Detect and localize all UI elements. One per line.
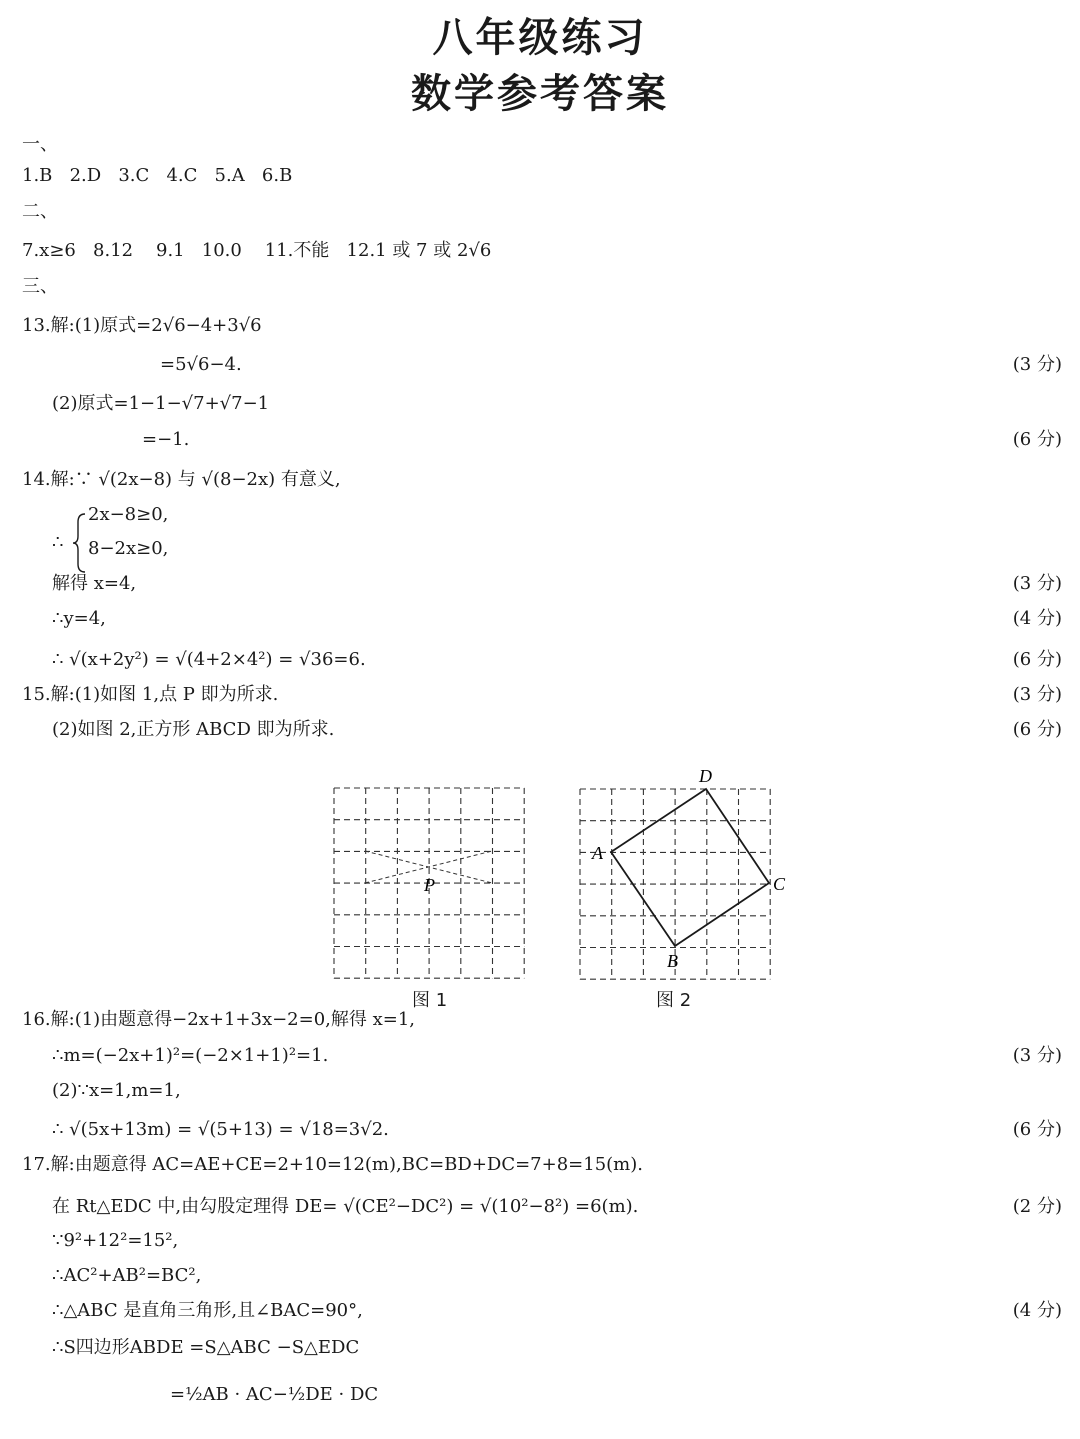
answer-line: ∴AC²+AB²=BC², <box>52 1265 202 1286</box>
answer-line: 14.解:∵ √(2x−8) 与 √(8−2x) 有意义, <box>22 469 341 490</box>
answer-line: 2x−8≥0, <box>88 504 169 525</box>
answer-line: (2)原式=1−1−√7+√7−1 <box>52 393 270 414</box>
label-d: D <box>699 766 712 786</box>
answer-line: 16.解:(1)由题意得−2x+1+3x−2=0,解得 x=1, <box>22 1009 416 1030</box>
answer-line: =5√6−4. <box>160 354 242 375</box>
answer-line: =−1. <box>142 429 190 450</box>
score-label: (4 分) <box>1012 608 1062 629</box>
answer-line: (2)如图 2,正方形 ABCD 即为所求. <box>52 719 335 740</box>
score-label: (3 分) <box>1012 684 1062 705</box>
answer-line: 三、 <box>22 276 58 297</box>
score-label: (3 分) <box>1012 573 1062 594</box>
system-brace <box>72 512 88 574</box>
label-c: C <box>773 874 786 894</box>
score-label: (6 分) <box>1012 649 1062 670</box>
figure-1-grid <box>330 784 530 984</box>
label-a: A <box>592 843 603 863</box>
answer-line: 一、 <box>22 134 58 155</box>
answer-line: ∴ √(x+2y²) = √(4+2×4²) = √36=6. <box>52 649 366 670</box>
answer-line: ∴△ABC 是直角三角形,且∠BAC=90°, <box>52 1300 363 1321</box>
score-label: (3 分) <box>1012 354 1062 375</box>
page-title: 八年级练习 <box>432 15 648 61</box>
answer-line: 1.B 2.D 3.C 4.C 5.A 6.B <box>22 165 293 186</box>
score-label: (4 分) <box>1012 1300 1062 1321</box>
square-abcd <box>611 789 769 946</box>
fig1-point-label: P <box>424 875 435 895</box>
score-label: (6 分) <box>1012 719 1062 740</box>
answer-line: 解得 x=4, <box>52 573 137 594</box>
page-subtitle: 数学参考答案 <box>411 71 669 117</box>
figure-2-grid <box>575 764 795 984</box>
score-label: (6 分) <box>1012 1119 1062 1140</box>
answer-line: 在 Rt△EDC 中,由勾股定理得 DE= √(CE²−DC²) = √(10²−8²) =6(m). <box>52 1196 639 1217</box>
answer-line: 13.解:(1)原式=2√6−4+3√6 <box>22 315 262 336</box>
figure-1-caption: 图 1 <box>412 990 448 1011</box>
answer-line: 8−2x≥0, <box>88 538 169 559</box>
score-label: (3 分) <box>1012 1045 1062 1066</box>
score-label: (6 分) <box>1012 429 1062 450</box>
label-b: B <box>667 951 678 971</box>
answer-line: 二、 <box>22 201 58 222</box>
answer-line: ∴S四边形ABDE =S△ABC −S△EDC <box>52 1337 360 1358</box>
answer-line: 7.x≥6 8.12 9.1 10.0 11.不能 12.1 或 7 或 2√6 <box>22 240 492 261</box>
therefore-symbol: ∴ <box>52 532 64 553</box>
figure-2-caption: 图 2 <box>656 990 692 1011</box>
answer-line: (2)∵x=1,m=1, <box>52 1080 181 1101</box>
answer-line: =½AB · AC−½DE · DC <box>170 1384 379 1405</box>
answer-line: 15.解:(1)如图 1,点 P 即为所求. <box>22 684 279 705</box>
answer-line: 17.解:由题意得 AC=AE+CE=2+10=12(m),BC=BD+DC=7+8=15(m). <box>22 1154 643 1175</box>
answer-line: ∴m=(−2x+1)²=(−2×1+1)²=1. <box>52 1045 329 1066</box>
answer-line: ∴y=4, <box>52 608 106 629</box>
answer-line: ∴ √(5x+13m) = √(5+13) = √18=3√2. <box>52 1119 389 1140</box>
answer-line: ∵9²+12²=15², <box>52 1230 179 1251</box>
score-label: (2 分) <box>1012 1196 1062 1217</box>
